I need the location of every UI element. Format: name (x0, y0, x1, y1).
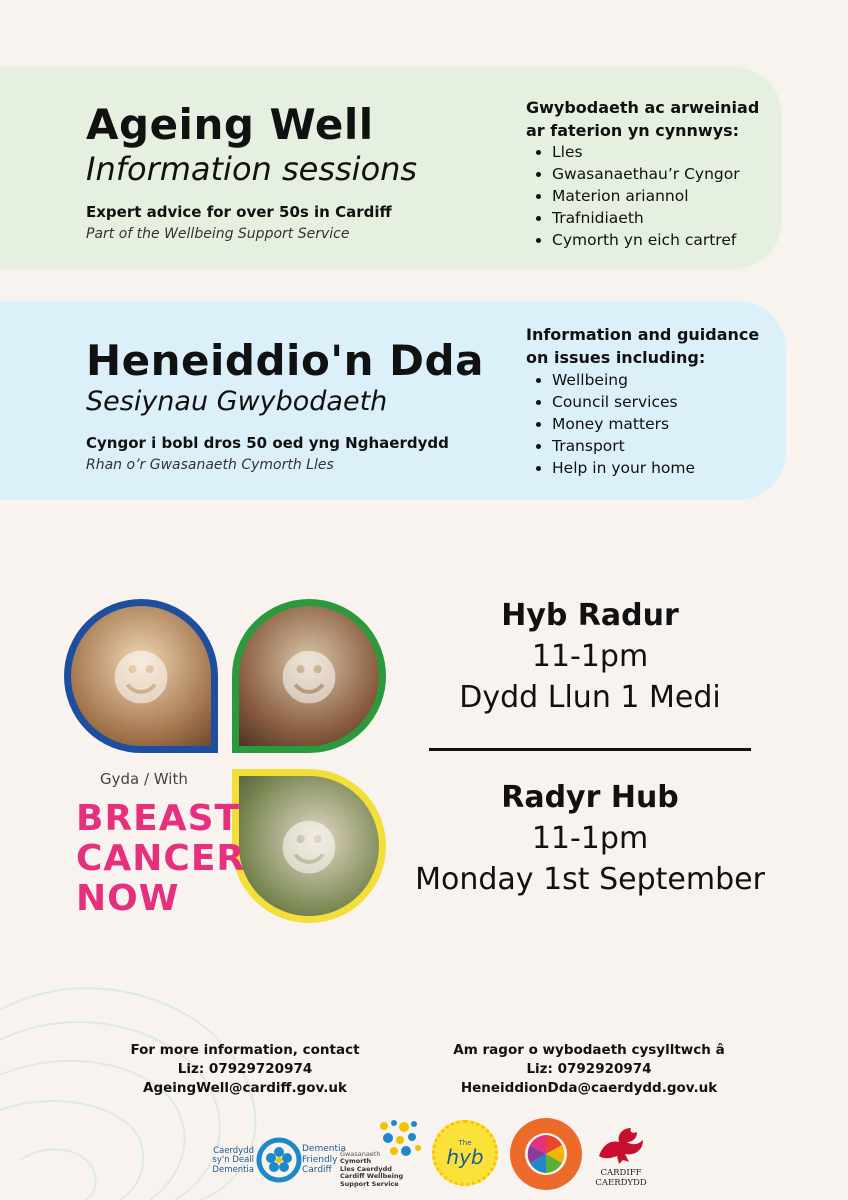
welsh-info-list (530, 141, 740, 251)
list-item: • Council services (552, 391, 695, 413)
welsh-info-heading (526, 96, 759, 142)
english-tagline: Expert advice for over 50s in Cardiff (86, 203, 392, 221)
welsh-info-heading-line1: Gwybodaeth ac arweiniad (526, 98, 760, 117)
logo-text: The (458, 1139, 472, 1147)
the-hyb-logo (432, 1120, 498, 1186)
photo-older-woman-with-cup (64, 599, 218, 753)
logo-text: Gwasanaeth (340, 1149, 381, 1158)
english-tagline-secondary: Part of the Wellbeing Support Service (86, 226, 350, 242)
english-info-list (530, 369, 695, 479)
list-item: • Cymorth yn eich cartref (552, 229, 740, 251)
dementia-welsh-text-logo (198, 1134, 254, 1188)
welsh-tagline: Cyngor i bobl dros 50 oed yng Nghaerdydd (86, 434, 449, 452)
welsh-contact-intro: Am ragor o wybodaeth cysylltwch â (453, 1042, 725, 1058)
welsh-title: Heneiddio'n Dda (86, 336, 484, 385)
list-item: • Money matters (552, 413, 695, 435)
logo-text: Cymorth (340, 1157, 372, 1165)
welsh-contact (409, 1041, 769, 1098)
welsh-session-time: 11-1pm (531, 639, 649, 674)
welsh-tagline-secondary: Rhan o’r Gwasanaeth Cymorth Lles (86, 457, 334, 473)
list-item: • Lles (552, 141, 740, 163)
english-subtitle: Information sessions (86, 150, 418, 188)
flower-icon (523, 1131, 569, 1177)
dots-cluster-icon (374, 1118, 424, 1162)
forget-me-not-icon (256, 1137, 302, 1183)
welsh-session-date: Dydd Llun 1 Medi (459, 680, 721, 715)
english-session-date: Monday 1st September (415, 862, 765, 897)
logo-text: Dementia (302, 1144, 347, 1155)
english-contact-phone: Liz: 07929720974 (177, 1061, 313, 1077)
english-title: Ageing Well (86, 100, 374, 149)
logo-text: Support Service (340, 1179, 399, 1188)
english-venue-name: Radyr Hub (501, 780, 679, 815)
list-item: • Trafnidiaeth (552, 207, 740, 229)
english-info-heading (526, 323, 759, 369)
english-contact-email: AgeingWell@cardiff.gov.uk (143, 1080, 347, 1096)
list-item: • Help in your home (552, 457, 695, 479)
english-info-heading-line2: on issues including: (526, 348, 706, 367)
welsh-info-heading-line2: ar faterion yn cynnwys: (526, 121, 740, 140)
logo-text: sy'n Deall (212, 1155, 254, 1166)
welsh-venue-name: Hyb Radur (501, 598, 679, 633)
english-session-time: 11-1pm (531, 821, 649, 856)
age-friendly-cardiff-logo (510, 1118, 582, 1190)
person-icon: ☻ (277, 644, 341, 714)
list-item: • Gwasanaethau’r Cyngor (552, 163, 740, 185)
logo-text: Friendly (302, 1154, 338, 1165)
logo-text: Dementia (212, 1164, 254, 1175)
logo-text: CAERDYDD (595, 1178, 647, 1188)
welsh-subtitle: Sesiynau Gwybodaeth (86, 386, 388, 417)
logo-text: Caerdydd (213, 1145, 254, 1156)
english-info-heading-line1: Information and guidance (526, 325, 760, 344)
partner-logo-line1: BREAST (76, 798, 241, 839)
cardiff-council-logo (588, 1116, 654, 1194)
english-contact (65, 1041, 425, 1098)
logo-text: CARDIFF (600, 1168, 642, 1178)
person-icon: ☻ (109, 644, 173, 714)
english-session (380, 780, 800, 897)
partner-logo-line3: NOW (76, 878, 180, 919)
photo-laughing-woman-outdoors (232, 769, 386, 923)
english-contact-intro: For more information, contact (130, 1042, 360, 1058)
list-item: • Materion ariannol (552, 185, 740, 207)
partner-logo-line2: CANCER (76, 838, 246, 879)
welsh-contact-phone: Liz: 0792920974 (526, 1061, 652, 1077)
logo-text: hyb (446, 1145, 484, 1169)
person-icon: ☻ (277, 814, 341, 884)
dementia-friendly-text-logo (302, 1138, 347, 1182)
list-item: • Wellbeing (552, 369, 695, 391)
logo-text: Cardiff (302, 1165, 332, 1176)
logo-text: Cardiff Wellbeing (340, 1172, 404, 1180)
welsh-session (380, 598, 800, 715)
welsh-dragon-icon (593, 1122, 649, 1168)
list-item: • Transport (552, 435, 695, 457)
with-label: Gyda / With (100, 770, 188, 788)
welsh-contact-email: HeneiddionDda@caerdydd.gov.uk (460, 1080, 718, 1096)
logo-text: Lles Caerdydd (340, 1164, 392, 1173)
session-divider (429, 748, 751, 751)
photo-man-with-turban (232, 599, 386, 753)
wellbeing-support-service-logo (340, 1118, 426, 1188)
